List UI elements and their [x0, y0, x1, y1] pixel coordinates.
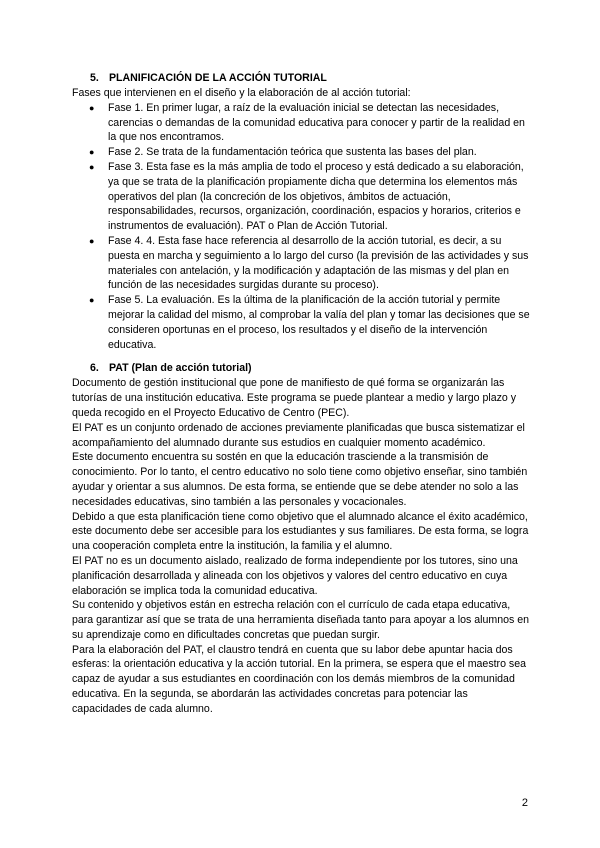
- list-item: ● Fase 4. 4. Esta fase hace referencia al desarrollo de la acción tutorial, es decir, a su puesta en marcha y seguimiento a lo largo del curso (la previsión de las actividades y sus materiales con antelación, y la modificación y adaptación de las mismas y del plan en función de las necesidades surgidas durante su proceso).: [89, 234, 529, 292]
- list-item: ● Fase 1. En primer lugar, a raíz de la evaluación inicial se detectan las necesidades, carencias o demandas de la comunidad educativa para conocer y partir de la realidad en la que nos encontramos.: [89, 101, 525, 144]
- bullet-icon: ●: [89, 295, 95, 306]
- section-5-number: 5.: [90, 72, 99, 84]
- section-5-title: PLANIFICACIÓN DE LA ACCIÓN TUTORIAL: [108, 72, 327, 84]
- bullet-icon: ●: [89, 147, 95, 158]
- paragraph: Debido a que esta planificación tiene como objetivo que el alumnado alcance el éxito académico, este documento debe ser accesible para los estudiantes y sus familiares. De esta forma, se logra una cooperación completa entre la institución, la familia y el alumno.: [72, 510, 529, 553]
- section-5-intro: Fases que intervienen en el diseño y la elaboración de al acción tutorial:: [72, 87, 411, 99]
- page-content: [72, 71, 530, 717]
- page-number: 2: [521, 797, 528, 809]
- list-item: ● Fase 5. La evaluación. Es la última de la planificación de la acción tutorial y permite mejorar la calidad del mismo, al comprobar la valía del plan y tomar las decisiones que se consideren oportunas en el proceso, los resultados y el diseño de la intervención educativa.: [89, 294, 530, 351]
- bullet-icon: ●: [89, 161, 95, 172]
- paragraph: Documento de gestión institucional que pone de manifiesto de qué forma se organizarán las tutorías de una institución educativa. Este programa se puede plantear a medio y largo plazo y queda recogido en el Proyecto Educativo de Centro (PEC).: [72, 377, 517, 419]
- section-5-heading: [72, 71, 530, 86]
- list-item: ● Fase 3. Esta fase es la más amplia de todo el proceso y está dedicado a su elaboración, ya que se trata de la planificación propiamente dicha que determina los elementos más operativos del plan (la concreción de los objetivos, ámbitos de actuación, responsabilidades, recursos, organización, coordinación, espacios y horarios, criterios e instrumentos de evaluación). PAT o Plan de Acción Tutorial.: [89, 160, 524, 233]
- paragraph: El PAT no es un documento aislado, realizado de forma independiente por los tutores, sino una planificación desarrollada y alineada con los objetivos y valores del centro educativo en cuya elaboración se implica toda la comunidad educativa.: [72, 554, 518, 597]
- section-6-heading: [72, 361, 530, 376]
- section-6-title: PAT (Plan de acción tutorial): [108, 362, 252, 375]
- paragraph: Para la elaboración del PAT, el claustro tendrá en cuenta que su labor debe apuntar hacia dos esferas: la orientación educativa y la acción tutorial. En la primera, se espera que el maestro sea capaz de ayudar a sus estudiantes en coordinación con los demás miembros de la comunidad educativa. En la segunda, se abordarán las actividades concretas para potenciar las capacidades de cada alumno.: [72, 643, 527, 715]
- bullet-icon: ●: [89, 102, 95, 113]
- phases-list: [72, 101, 530, 353]
- section-6-number: 6.: [90, 362, 99, 375]
- paragraph: Este documento encuentra su sostén en que la educación trasciende a la transmisión de conocimiento. Por lo tanto, el centro educativo no solo tiene como objetivo enseñar, sino también ayudar y orientar a sus alumnos. De esta forma, se entiende que se debe atender no solo a las necesidades educativas, sino también a las personales y vocacionales.: [72, 451, 528, 508]
- bullet-icon: ●: [89, 235, 95, 246]
- section-spacer: [72, 352, 530, 361]
- paragraph: Su contenido y objetivos están en estrecha relación con el currículo de cada etapa educativa, para garantizar así que se trata de una herramienta diseñada tanto para apoyar a los alumnos en su aprendizaje como en dificultades concretas que puedan surgir.: [72, 599, 530, 641]
- list-item: ● Fase 2. Se trata de la fundamentación teórica que sustenta las bases del plan.: [89, 146, 477, 159]
- paragraph: El PAT es un conjunto ordenado de acciones previamente planificadas que busca sistematizar el acompañamiento del alumnado durante sus estudios en cualquier momento académico.: [72, 421, 525, 449]
